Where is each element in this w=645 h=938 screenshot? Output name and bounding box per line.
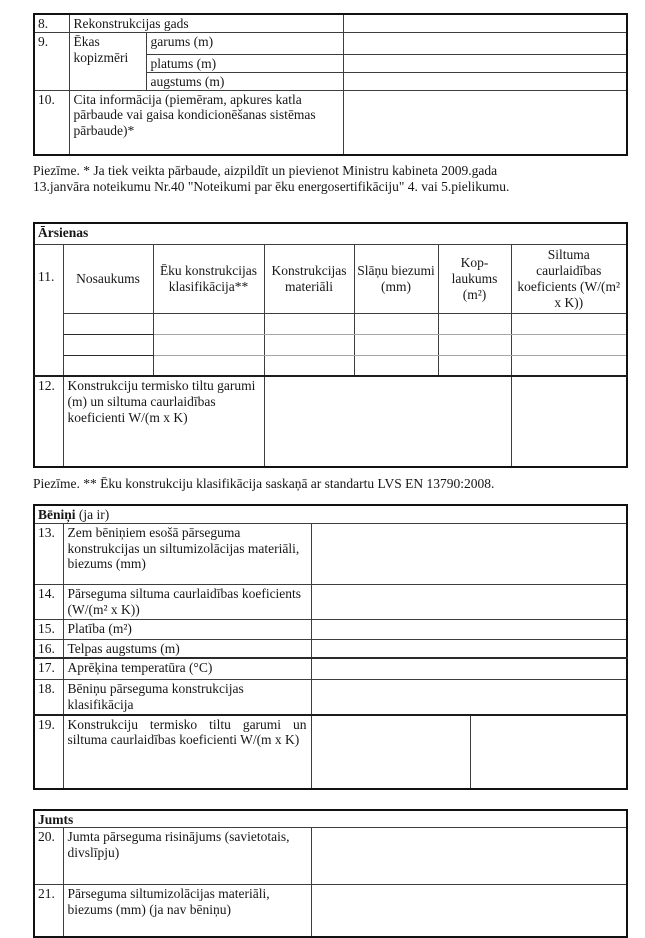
row-9-label: Ēkas kopizmēri (69, 32, 146, 90)
arsienas-empty-row (34, 334, 627, 355)
row-9-value-cell-augstums[interactable] (343, 72, 627, 90)
arsienas-input-cell[interactable] (63, 334, 153, 355)
arsienas-input-cell[interactable] (153, 334, 264, 355)
table-row (34, 658, 627, 680)
row-10-value-cell[interactable] (343, 90, 627, 155)
arsienas-input-cell[interactable] (153, 355, 264, 376)
row-10-label: Cita informācija (piemēram, apkures katla pārbaude vai gaisa kondicionēšanas sistēmas pārbaude)* (69, 90, 343, 155)
table-row (34, 639, 627, 657)
arsienas-input-cell[interactable] (264, 334, 354, 355)
row-17-number: 17. (34, 658, 63, 680)
row-9-sub-label-platums: platums (m) (146, 54, 343, 72)
row-14-value-cell[interactable] (311, 584, 627, 619)
section-title-suffix: (ja ir) (78, 507, 110, 523)
section-title-row (34, 505, 627, 523)
row-19-value-cell-left[interactable] (311, 715, 470, 789)
footnote-line: 13.janvāra noteikumu Nr.40 "Noteikumi par ēku energosertifikāciju" 4. vai 5.pielikumu. (33, 178, 510, 194)
section-title-benini (34, 505, 627, 523)
header-siltuma-koeficients: Siltuma caurlaidības koeficients (W/(m² x K)) (511, 245, 627, 314)
arsienas-input-cell[interactable] (438, 313, 511, 334)
row-15-number: 15. (34, 619, 63, 639)
row-18-value-cell[interactable] (311, 680, 627, 715)
section-title-row (34, 223, 627, 245)
table-row (34, 680, 627, 715)
benini-table (33, 504, 628, 790)
building-info-table (33, 13, 628, 156)
arsienas-input-cell[interactable] (264, 313, 354, 334)
row-19-label: Konstrukciju termisko tiltu garumi un siltuma caurlaidības koeficienti W/(m x K) (63, 715, 311, 789)
arsienas-input-cell[interactable] (511, 355, 627, 376)
table-row (34, 14, 627, 32)
row-13-number: 13. (34, 523, 63, 584)
row-20-label: Jumta pārseguma risinājums (savietotais, divslīpju) (63, 828, 311, 885)
section-title-jumts (34, 810, 627, 828)
table-row (34, 584, 627, 619)
arsienas-input-cell[interactable] (438, 355, 511, 376)
table-row (34, 376, 627, 467)
row-14-number: 14. (34, 584, 63, 619)
row-20-number: 20. (34, 828, 63, 885)
row-12-value-cell-right[interactable] (511, 376, 627, 467)
row-9-sub-label-garums: garums (m) (146, 32, 343, 54)
arsienas-table (33, 222, 628, 469)
section-title-arsienas (34, 223, 627, 245)
footnote-asterisk (33, 163, 628, 195)
row-21-value-cell[interactable] (311, 885, 627, 937)
header-klasifikacija: Ēku konstrukcijas klasifikācija** (153, 245, 264, 314)
section-title-text: Bēniņi (38, 507, 76, 523)
arsienas-input-cell[interactable] (354, 313, 438, 334)
arsienas-input-cell[interactable] (354, 355, 438, 376)
section-title-text: Jumts (38, 811, 74, 827)
row-10-number: 10. (34, 90, 69, 155)
row-9-value-cell-platums[interactable] (343, 54, 627, 72)
arsienas-empty-row (34, 313, 627, 334)
arsienas-input-cell[interactable] (511, 334, 627, 355)
row-15-value-cell[interactable] (311, 619, 627, 639)
row-17-value-cell[interactable] (311, 658, 627, 680)
row-14-label: Pārseguma siltuma caurlaidības koeficients (W/(m² x K)) (63, 584, 311, 619)
row-16-number: 16. (34, 639, 63, 657)
row-12-value-cell[interactable] (264, 376, 511, 467)
row-18-label: Bēniņu pārseguma konstrukcijas klasifikācija (63, 680, 311, 715)
row-8-value-cell[interactable] (343, 14, 627, 32)
row-21-number: 21. (34, 885, 63, 937)
section-title-text: Ārsienas (38, 224, 89, 240)
footnote-line: Piezīme. ** Ēku konstrukciju klasifikācija saskaņā ar standartu LVS EN 13790:2008. (33, 476, 495, 492)
section-title-row (34, 810, 627, 828)
row-9-number: 9. (34, 32, 69, 90)
row-13-label: Zem bēniņiem esošā pārseguma konstrukcijas un siltumizolācijas materiāli, biezums (mm) (63, 523, 311, 584)
table-row (34, 885, 627, 937)
header-slanu-biezumi: Slāņu biezumi (mm) (354, 245, 438, 314)
row-20-value-cell[interactable] (311, 828, 627, 885)
arsienas-input-cell[interactable] (511, 313, 627, 334)
arsienas-input-cell[interactable] (354, 334, 438, 355)
row-9-value-cell-garums[interactable] (343, 32, 627, 54)
row-11-number: 11. (34, 245, 63, 377)
header-materiali: Konstrukcijas materiāli (264, 245, 354, 314)
arsienas-empty-row (34, 355, 627, 376)
row-13-value-cell[interactable] (311, 523, 627, 584)
row-19-value-cell-right[interactable] (470, 715, 627, 789)
table-row (34, 828, 627, 885)
arsienas-input-cell[interactable] (63, 355, 153, 376)
row-8-number: 8. (34, 14, 69, 32)
footnote-line: Piezīme. * Ja tiek veikta pārbaude, aizpildīt un pievienot Ministru kabineta 2009.gada (33, 163, 498, 179)
table-row (34, 523, 627, 584)
arsienas-input-cell[interactable] (264, 355, 354, 376)
row-19-number: 19. (34, 715, 63, 789)
arsienas-header-row (34, 245, 627, 314)
row-15-label: Platība (m²) (63, 619, 311, 639)
jumts-table (33, 809, 628, 938)
header-koplaukums: Kop-laukums (m²) (438, 245, 511, 314)
row-16-label: Telpas augstums (m) (63, 639, 311, 657)
row-18-number: 18. (34, 680, 63, 715)
row-8-label: Rekonstrukcijas gads (69, 14, 343, 32)
row-21-label: Pārseguma siltumizolācijas materiāli, biezums (mm) (ja nav bēniņu) (63, 885, 311, 937)
header-nosaukums: Nosaukums (63, 245, 153, 314)
row-16-value-cell[interactable] (311, 639, 627, 657)
arsienas-input-cell[interactable] (63, 313, 153, 334)
footnote-double-asterisk (33, 476, 628, 492)
table-row (34, 715, 627, 789)
row-17-label: Aprēķina temperatūra (°C) (63, 658, 311, 680)
table-row (34, 32, 627, 54)
arsienas-input-cell[interactable] (438, 334, 511, 355)
row-12-label: Konstrukciju termisko tiltu garumi (m) un siltuma caurlaidības koeficienti W/(m x K) (63, 376, 264, 467)
row-12-number: 12. (34, 376, 63, 467)
table-row (34, 619, 627, 639)
arsienas-input-cell[interactable] (153, 313, 264, 334)
table-row (34, 90, 627, 155)
row-9-sub-label-augstums: augstums (m) (146, 72, 343, 90)
